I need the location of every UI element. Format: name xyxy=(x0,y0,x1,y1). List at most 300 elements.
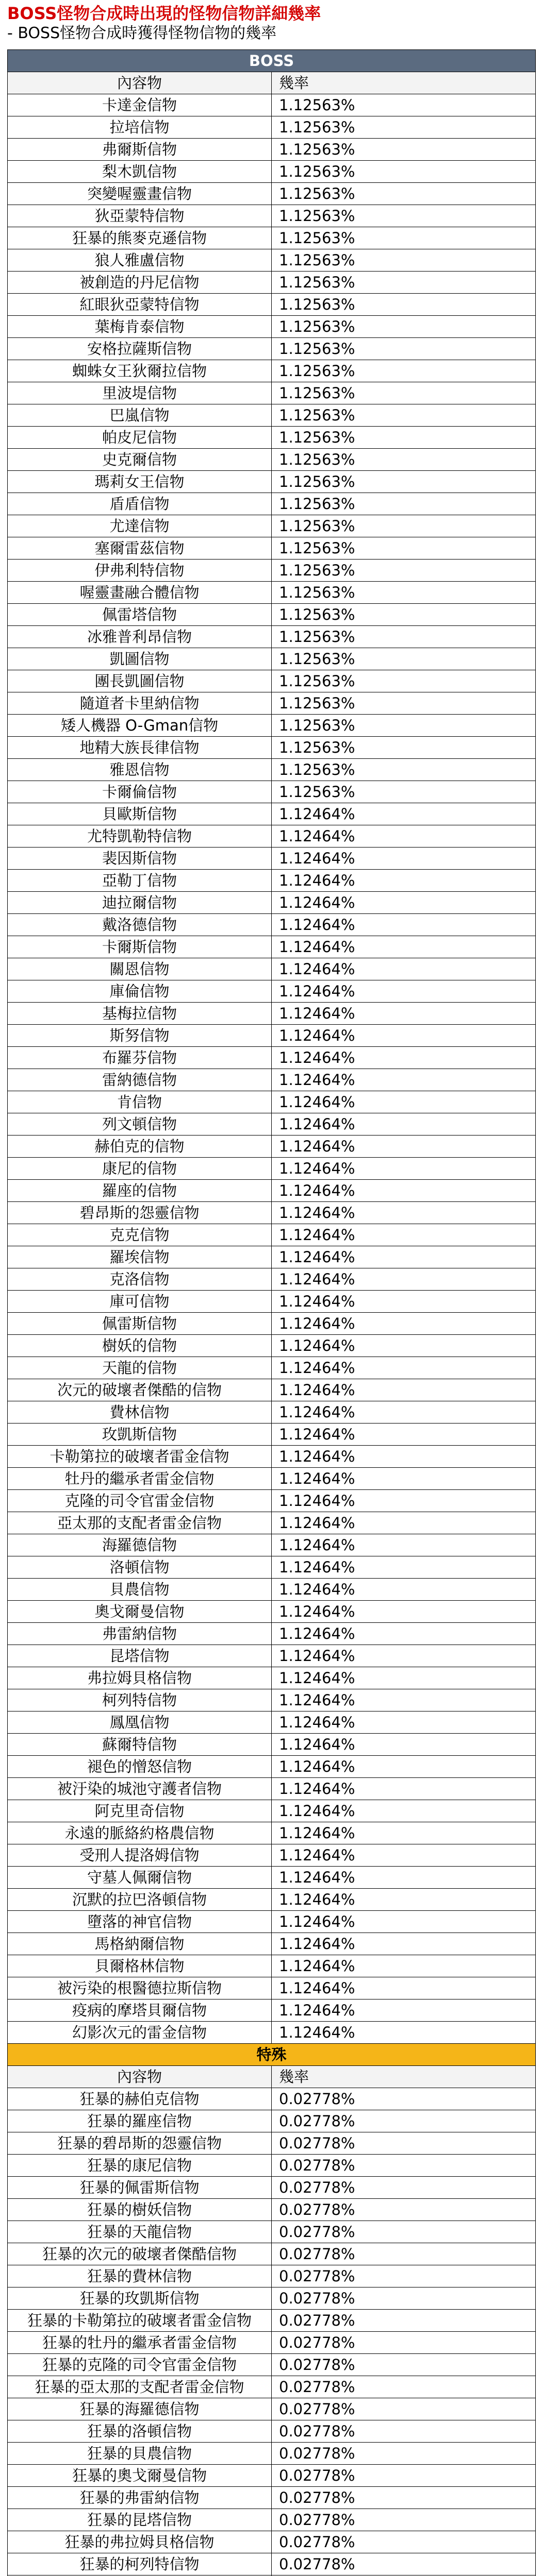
item-name: 盾盾信物 xyxy=(8,493,272,515)
table-row xyxy=(8,2332,536,2354)
section-header-boss xyxy=(8,50,536,72)
table-row xyxy=(8,1136,536,1158)
item-rate: 1.12563% xyxy=(272,670,536,692)
table-row xyxy=(8,2199,536,2221)
item-name: 亞勒丁信物 xyxy=(8,870,272,892)
column-header-rate: 幾率 xyxy=(272,2066,536,2088)
table-row xyxy=(8,1091,536,1113)
item-rate: 1.12563% xyxy=(272,537,536,560)
table-row xyxy=(8,670,536,692)
item-rate: 1.12464% xyxy=(272,825,536,848)
item-rate: 0.02778% xyxy=(272,2199,536,2221)
item-name: 突變喔靈畫信物 xyxy=(8,183,272,205)
item-name: 克隆的司令官雷金信物 xyxy=(8,1490,272,1512)
table-row xyxy=(8,116,536,139)
table-row xyxy=(8,914,536,936)
item-name: 雷納德信物 xyxy=(8,1069,272,1091)
table-row xyxy=(8,1512,536,1534)
table-row xyxy=(8,382,536,404)
column-header-rate: 幾率 xyxy=(272,72,536,94)
item-rate: 1.12464% xyxy=(272,1113,536,1136)
item-rate: 1.12563% xyxy=(272,404,536,427)
item-rate: 1.12464% xyxy=(272,1623,536,1645)
item-rate: 0.02778% xyxy=(272,2420,536,2443)
item-name: 狂暴的次元的破壞者傑酷信物 xyxy=(8,2243,272,2265)
item-rate: 1.12464% xyxy=(272,1889,536,1911)
table-row xyxy=(8,249,536,272)
item-rate: 0.02778% xyxy=(272,2088,536,2110)
item-name: 褪色的憎怒信物 xyxy=(8,1756,272,1778)
item-rate: 1.12563% xyxy=(272,183,536,205)
item-rate: 0.02778% xyxy=(272,2265,536,2287)
item-name: 奧戈爾曼信物 xyxy=(8,1601,272,1623)
item-rate: 1.12464% xyxy=(272,1844,536,1867)
item-rate: 1.12563% xyxy=(272,360,536,382)
item-name: 塞爾雷茲信物 xyxy=(8,537,272,560)
table-row xyxy=(8,870,536,892)
item-rate: 1.12563% xyxy=(272,715,536,737)
item-name: 狂暴的碧昂斯的怨靈信物 xyxy=(8,2132,272,2155)
item-rate: 1.12464% xyxy=(272,1335,536,1357)
table-row xyxy=(8,2553,536,2575)
item-name: 克克信物 xyxy=(8,1224,272,1246)
item-name: 碧昂斯的怨靈信物 xyxy=(8,1202,272,1224)
item-name: 斯努信物 xyxy=(8,1025,272,1047)
item-rate: 0.02778% xyxy=(272,2509,536,2531)
table-row xyxy=(8,958,536,980)
item-rate: 0.02778% xyxy=(272,2243,536,2265)
item-rate: 1.12563% xyxy=(272,781,536,803)
table-row xyxy=(8,560,536,582)
table-row xyxy=(8,715,536,737)
item-rate: 1.12464% xyxy=(272,1423,536,1446)
table-row xyxy=(8,2443,536,2465)
item-name: 狄亞蒙特信物 xyxy=(8,205,272,227)
column-header-name: 內容物 xyxy=(8,72,272,94)
item-name: 矮人機器 O-Gman信物 xyxy=(8,715,272,737)
item-rate: 1.12563% xyxy=(272,294,536,316)
item-rate: 1.12464% xyxy=(272,1512,536,1534)
item-name: 巴嵐信物 xyxy=(8,404,272,427)
item-rate: 1.12464% xyxy=(272,1357,536,1379)
item-rate: 1.12464% xyxy=(272,1025,536,1047)
item-rate: 0.02778% xyxy=(272,2443,536,2465)
item-name: 柯列特信物 xyxy=(8,1689,272,1711)
item-rate: 1.12563% xyxy=(272,471,536,493)
item-name: 永遠的脈絡約格農信物 xyxy=(8,1822,272,1844)
item-name: 基梅拉信物 xyxy=(8,1003,272,1025)
item-name: 狂暴的貝農信物 xyxy=(8,2443,272,2465)
item-name: 裴因斯信物 xyxy=(8,848,272,870)
item-name: 弗雷納信物 xyxy=(8,1623,272,1645)
item-rate: 0.02778% xyxy=(272,2177,536,2199)
table-row xyxy=(8,294,536,316)
table-row xyxy=(8,2287,536,2310)
item-name: 狂暴的克隆的司令官雷金信物 xyxy=(8,2354,272,2376)
item-name: 幻影次元的雷金信物 xyxy=(8,2022,272,2044)
item-name: 貝農信物 xyxy=(8,1579,272,1601)
item-rate: 1.12464% xyxy=(272,980,536,1003)
table-row xyxy=(8,1335,536,1357)
item-name: 康尼的信物 xyxy=(8,1158,272,1180)
table-row xyxy=(8,161,536,183)
table-row xyxy=(8,781,536,803)
item-name: 狂暴的天龍信物 xyxy=(8,2221,272,2243)
item-name: 蜘蛛女王狄爾拉信物 xyxy=(8,360,272,382)
column-header-row-boss xyxy=(8,72,536,94)
item-rate: 0.02778% xyxy=(272,2465,536,2487)
table-row xyxy=(8,1534,536,1556)
item-name: 貝爾格林信物 xyxy=(8,1955,272,1977)
item-rate: 1.12464% xyxy=(272,1224,536,1246)
item-name: 狂暴的卡勒第拉的破壞者雷金信物 xyxy=(8,2310,272,2332)
item-name: 洛頓信物 xyxy=(8,1556,272,1579)
item-rate: 1.12563% xyxy=(272,94,536,116)
table-row xyxy=(8,227,536,249)
item-rate: 1.12464% xyxy=(272,1047,536,1069)
table-row xyxy=(8,604,536,626)
table-row xyxy=(8,1268,536,1291)
item-name: 沉默的拉巴洛頓信物 xyxy=(8,1889,272,1911)
item-name: 狂暴的亞太那的支配者雷金信物 xyxy=(8,2376,272,2398)
table-row xyxy=(8,1556,536,1579)
table-row xyxy=(8,2265,536,2287)
item-name: 卡爾斯信物 xyxy=(8,936,272,958)
item-rate: 1.12464% xyxy=(272,936,536,958)
table-row xyxy=(8,1689,536,1711)
table-row xyxy=(8,1291,536,1313)
table-row xyxy=(8,1446,536,1468)
item-name: 狂暴的樹妖信物 xyxy=(8,2199,272,2221)
table-row xyxy=(8,515,536,537)
table-row xyxy=(8,803,536,825)
table-row xyxy=(8,139,536,161)
item-name: 肯信物 xyxy=(8,1091,272,1113)
item-name: 昆塔信物 xyxy=(8,1645,272,1667)
probability-table xyxy=(7,49,536,2576)
item-rate: 1.12563% xyxy=(272,116,536,139)
item-rate: 1.12464% xyxy=(272,1291,536,1313)
table-row xyxy=(8,1113,536,1136)
item-rate: 1.12464% xyxy=(272,1313,536,1335)
table-row xyxy=(8,1822,536,1844)
item-name: 庫可信物 xyxy=(8,1291,272,1313)
item-name: 蘇爾特信物 xyxy=(8,1734,272,1756)
item-rate: 1.12464% xyxy=(272,1003,536,1025)
table-row xyxy=(8,1667,536,1689)
item-name: 伊弗利特信物 xyxy=(8,560,272,582)
item-name: 天龍的信物 xyxy=(8,1357,272,1379)
item-rate: 1.12563% xyxy=(272,493,536,515)
item-rate: 1.12563% xyxy=(272,648,536,670)
table-row xyxy=(8,1490,536,1512)
item-name: 梨木凱信物 xyxy=(8,161,272,183)
item-rate: 1.12563% xyxy=(272,139,536,161)
table-row xyxy=(8,493,536,515)
item-rate: 1.12563% xyxy=(272,626,536,648)
table-row xyxy=(8,980,536,1003)
table-row xyxy=(8,1911,536,1933)
item-rate: 1.12563% xyxy=(272,205,536,227)
item-rate: 1.12464% xyxy=(272,1091,536,1113)
item-name: 庫倫信物 xyxy=(8,980,272,1003)
item-rate: 1.12464% xyxy=(272,892,536,914)
item-name: 疫病的摩塔貝爾信物 xyxy=(8,1999,272,2022)
table-row xyxy=(8,1047,536,1069)
item-rate: 1.12464% xyxy=(272,1822,536,1844)
item-name: 狂暴的費林信物 xyxy=(8,2265,272,2287)
item-name: 弗爾斯信物 xyxy=(8,139,272,161)
table-row xyxy=(8,1711,536,1734)
table-row xyxy=(8,2310,536,2332)
table-row xyxy=(8,1158,536,1180)
item-rate: 1.12464% xyxy=(272,1268,536,1291)
section-label-boss: BOSS xyxy=(8,50,536,72)
table-row xyxy=(8,1379,536,1401)
table-row xyxy=(8,2509,536,2531)
item-name: 狂暴的弗拉姆貝格信物 xyxy=(8,2531,272,2553)
item-rate: 0.02778% xyxy=(272,2221,536,2243)
table-row xyxy=(8,1778,536,1800)
table-row xyxy=(8,1734,536,1756)
table-row xyxy=(8,737,536,759)
table-row xyxy=(8,2022,536,2044)
item-rate: 1.12563% xyxy=(272,316,536,338)
item-name: 狂暴的昆塔信物 xyxy=(8,2509,272,2531)
item-name: 羅座的信物 xyxy=(8,1180,272,1202)
item-rate: 1.12464% xyxy=(272,1778,536,1800)
item-name: 牡丹的繼承者雷金信物 xyxy=(8,1468,272,1490)
table-row xyxy=(8,1224,536,1246)
item-rate: 1.12563% xyxy=(272,737,536,759)
table-row xyxy=(8,759,536,781)
table-row xyxy=(8,183,536,205)
table-row xyxy=(8,338,536,360)
item-name: 瑪莉女王信物 xyxy=(8,471,272,493)
item-name: 狂暴的洛頓信物 xyxy=(8,2420,272,2443)
item-name: 喔靈畫融合體信物 xyxy=(8,582,272,604)
item-rate: 1.12563% xyxy=(272,515,536,537)
table-row xyxy=(8,1889,536,1911)
table-row xyxy=(8,2132,536,2155)
item-name: 卡爾倫信物 xyxy=(8,781,272,803)
item-name: 鳳凰信物 xyxy=(8,1711,272,1734)
item-rate: 1.12563% xyxy=(272,161,536,183)
item-rate: 1.12464% xyxy=(272,1246,536,1268)
item-name: 尤特凱勒特信物 xyxy=(8,825,272,848)
item-rate: 1.12464% xyxy=(272,870,536,892)
item-rate: 0.02778% xyxy=(272,2132,536,2155)
item-rate: 1.12464% xyxy=(272,1667,536,1689)
item-name: 冰雅普利昂信物 xyxy=(8,626,272,648)
item-name: 樹妖的信物 xyxy=(8,1335,272,1357)
item-name: 玫凱斯信物 xyxy=(8,1423,272,1446)
table-row xyxy=(8,2221,536,2243)
section-label-special: 特殊 xyxy=(8,2044,536,2066)
item-rate: 1.12464% xyxy=(272,1911,536,1933)
item-name: 狂暴的熊麥克遜信物 xyxy=(8,227,272,249)
table-row xyxy=(8,2465,536,2487)
item-rate: 1.12464% xyxy=(272,1468,536,1490)
item-rate: 0.02778% xyxy=(272,2531,536,2553)
item-name: 史克爾信物 xyxy=(8,449,272,471)
item-rate: 0.02778% xyxy=(272,2487,536,2509)
item-name: 拉培信物 xyxy=(8,116,272,139)
table-row xyxy=(8,648,536,670)
item-rate: 1.12464% xyxy=(272,1867,536,1889)
item-name: 隨道者卡里納信物 xyxy=(8,692,272,715)
item-rate: 0.02778% xyxy=(272,2553,536,2575)
item-rate: 1.12563% xyxy=(272,427,536,449)
item-rate: 1.12464% xyxy=(272,1180,536,1202)
item-name: 葉梅肯泰信物 xyxy=(8,316,272,338)
item-rate: 0.02778% xyxy=(272,2287,536,2310)
item-rate: 1.12563% xyxy=(272,272,536,294)
table-row xyxy=(8,427,536,449)
item-rate: 0.02778% xyxy=(272,2376,536,2398)
item-rate: 1.12464% xyxy=(272,1734,536,1756)
item-name: 亞太那的支配者雷金信物 xyxy=(8,1512,272,1534)
item-name: 狂暴的赫伯克信物 xyxy=(8,2088,272,2110)
table-row xyxy=(8,1955,536,1977)
item-name: 凱圖信物 xyxy=(8,648,272,670)
table-row xyxy=(8,2420,536,2443)
column-header-name: 內容物 xyxy=(8,2066,272,2088)
item-rate: 1.12464% xyxy=(272,1711,536,1734)
table-row xyxy=(8,316,536,338)
item-rate: 1.12563% xyxy=(272,382,536,404)
item-rate: 1.12464% xyxy=(272,1800,536,1822)
item-rate: 1.12464% xyxy=(272,914,536,936)
page-title: BOSS怪物合成時出現的怪物信物詳細幾率 xyxy=(7,4,321,23)
table-row xyxy=(8,1423,536,1446)
table-row xyxy=(8,1069,536,1091)
table-row xyxy=(8,471,536,493)
item-name: 赫伯克的信物 xyxy=(8,1136,272,1158)
table-row xyxy=(8,537,536,560)
item-name: 戴洛德信物 xyxy=(8,914,272,936)
item-name: 費林信物 xyxy=(8,1401,272,1423)
table-row xyxy=(8,1933,536,1955)
item-name: 卡達金信物 xyxy=(8,94,272,116)
item-name: 貝歐斯信物 xyxy=(8,803,272,825)
item-name: 迪拉爾信物 xyxy=(8,892,272,914)
item-rate: 1.12464% xyxy=(272,1534,536,1556)
item-rate: 1.12464% xyxy=(272,1579,536,1601)
table-row xyxy=(8,1579,536,1601)
item-rate: 1.12464% xyxy=(272,1401,536,1423)
table-row xyxy=(8,1202,536,1224)
item-name: 布羅芬信物 xyxy=(8,1047,272,1069)
item-name: 雅恩信物 xyxy=(8,759,272,781)
item-name: 克洛信物 xyxy=(8,1268,272,1291)
item-rate: 1.12464% xyxy=(272,2022,536,2044)
table-row xyxy=(8,1003,536,1025)
table-row xyxy=(8,1977,536,1999)
table-row xyxy=(8,2110,536,2132)
item-rate: 1.12464% xyxy=(272,1999,536,2022)
item-rate: 1.12464% xyxy=(272,1689,536,1711)
item-rate: 1.12464% xyxy=(272,1379,536,1401)
table-row xyxy=(8,2088,536,2110)
item-name: 馬格納爾信物 xyxy=(8,1933,272,1955)
item-name: 狂暴的佩雷斯信物 xyxy=(8,2177,272,2199)
table-row xyxy=(8,1401,536,1423)
item-name: 地精大族長律信物 xyxy=(8,737,272,759)
item-name: 海羅德信物 xyxy=(8,1534,272,1556)
item-name: 列文頓信物 xyxy=(8,1113,272,1136)
item-name: 弗拉姆貝格信物 xyxy=(8,1667,272,1689)
item-rate: 1.12464% xyxy=(272,1136,536,1158)
table-row xyxy=(8,2354,536,2376)
item-name: 狂暴的康尼信物 xyxy=(8,2155,272,2177)
section-header-special xyxy=(8,2044,536,2066)
table-row xyxy=(8,94,536,116)
table-row xyxy=(8,1999,536,2022)
table-row xyxy=(8,2376,536,2398)
table-row xyxy=(8,1756,536,1778)
item-rate: 1.12464% xyxy=(272,1601,536,1623)
item-name: 佩雷斯信物 xyxy=(8,1313,272,1335)
table-row xyxy=(8,1357,536,1379)
table-row xyxy=(8,626,536,648)
item-name: 團長凱圖信物 xyxy=(8,670,272,692)
table-row xyxy=(8,1800,536,1822)
table-row xyxy=(8,692,536,715)
item-rate: 1.12563% xyxy=(272,338,536,360)
item-name: 守墓人佩爾信物 xyxy=(8,1867,272,1889)
item-name: 阿克里奇信物 xyxy=(8,1800,272,1822)
item-rate: 1.12563% xyxy=(272,227,536,249)
item-rate: 1.12464% xyxy=(272,1202,536,1224)
table-row xyxy=(8,2398,536,2420)
table-row xyxy=(8,1313,536,1335)
item-name: 里波堤信物 xyxy=(8,382,272,404)
item-name: 尤達信物 xyxy=(8,515,272,537)
item-rate: 1.12464% xyxy=(272,1977,536,1999)
item-name: 被污染的根醫德拉斯信物 xyxy=(8,1977,272,1999)
table-row xyxy=(8,360,536,382)
table-row xyxy=(8,1468,536,1490)
table-row xyxy=(8,582,536,604)
table-row xyxy=(8,205,536,227)
table-row xyxy=(8,1867,536,1889)
table-row xyxy=(8,1246,536,1268)
table-row xyxy=(8,404,536,427)
item-name: 被汙染的城池守護者信物 xyxy=(8,1778,272,1800)
item-rate: 1.12464% xyxy=(272,1756,536,1778)
item-rate: 1.12563% xyxy=(272,582,536,604)
item-rate: 0.02778% xyxy=(272,2354,536,2376)
item-rate: 0.02778% xyxy=(272,2110,536,2132)
item-name: 羅埃信物 xyxy=(8,1246,272,1268)
item-name: 墮落的神官信物 xyxy=(8,1911,272,1933)
item-name: 紅眼狄亞蒙特信物 xyxy=(8,294,272,316)
item-rate: 1.12464% xyxy=(272,958,536,980)
table-row xyxy=(8,848,536,870)
item-name: 狂暴的弗雷納信物 xyxy=(8,2487,272,2509)
page-subtitle: - BOSS怪物合成時獲得怪物信物的幾率 xyxy=(7,24,277,42)
table-row xyxy=(8,2531,536,2553)
column-header-row-special xyxy=(8,2066,536,2088)
item-rate: 1.12464% xyxy=(272,1955,536,1977)
item-rate: 1.12464% xyxy=(272,848,536,870)
table-row xyxy=(8,936,536,958)
item-name: 狼人雅盧信物 xyxy=(8,249,272,272)
item-rate: 1.12563% xyxy=(272,604,536,626)
table-row xyxy=(8,1025,536,1047)
table-row xyxy=(8,272,536,294)
